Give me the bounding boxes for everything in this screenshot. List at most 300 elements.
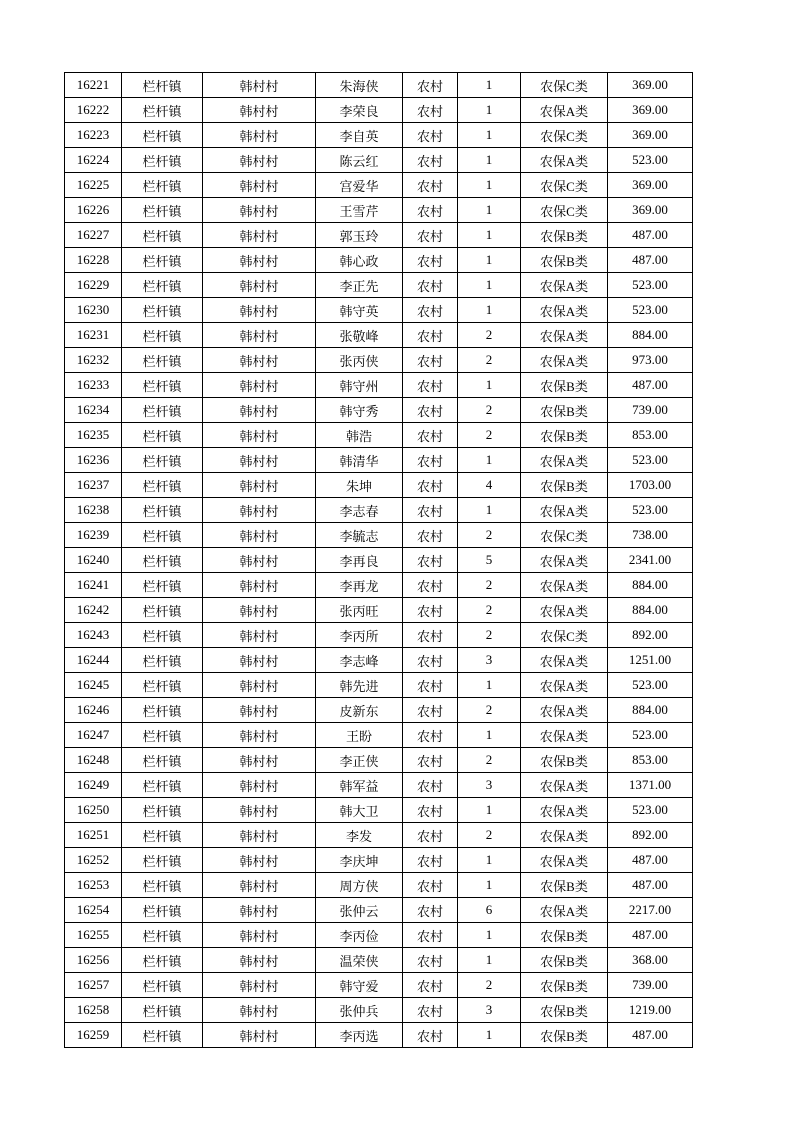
cell-name: 李丙俭: [316, 923, 403, 948]
table-row: [65, 648, 693, 673]
cell-town: 栏杆镇: [122, 723, 203, 748]
cell-count: 2: [458, 623, 521, 648]
cell-category: 农保A类: [521, 898, 608, 923]
cell-village: 韩村村: [203, 573, 316, 598]
cell-type: 农村: [403, 698, 458, 723]
cell-type: 农村: [403, 523, 458, 548]
cell-town: 栏杆镇: [122, 673, 203, 698]
table-row: [65, 748, 693, 773]
cell-id: 16223: [65, 123, 122, 148]
cell-type: 农村: [403, 1023, 458, 1048]
cell-category: 农保A类: [521, 848, 608, 873]
cell-type: 农村: [403, 373, 458, 398]
cell-name: 宫爱华: [316, 173, 403, 198]
cell-id: 16239: [65, 523, 122, 548]
cell-village: 韩村村: [203, 898, 316, 923]
cell-type: 农村: [403, 873, 458, 898]
cell-category: 农保A类: [521, 648, 608, 673]
cell-type: 农村: [403, 398, 458, 423]
cell-town: 栏杆镇: [122, 1023, 203, 1048]
cell-name: 李丙选: [316, 1023, 403, 1048]
cell-village: 韩村村: [203, 473, 316, 498]
cell-category: 农保A类: [521, 98, 608, 123]
cell-amount: 892.00: [608, 823, 693, 848]
cell-town: 栏杆镇: [122, 423, 203, 448]
cell-id: 16232: [65, 348, 122, 373]
cell-village: 韩村村: [203, 823, 316, 848]
cell-amount: 523.00: [608, 148, 693, 173]
table-row: [65, 398, 693, 423]
cell-count: 1: [458, 673, 521, 698]
cell-village: 韩村村: [203, 323, 316, 348]
cell-type: 农村: [403, 73, 458, 98]
cell-type: 农村: [403, 248, 458, 273]
cell-id: 16231: [65, 323, 122, 348]
table-row: [65, 223, 693, 248]
cell-type: 农村: [403, 348, 458, 373]
cell-count: 1: [458, 223, 521, 248]
cell-type: 农村: [403, 573, 458, 598]
cell-village: 韩村村: [203, 298, 316, 323]
cell-count: 3: [458, 648, 521, 673]
cell-town: 栏杆镇: [122, 823, 203, 848]
cell-name: 李荣良: [316, 98, 403, 123]
cell-amount: 369.00: [608, 98, 693, 123]
cell-count: 1: [458, 148, 521, 173]
cell-amount: 369.00: [608, 173, 693, 198]
cell-town: 栏杆镇: [122, 998, 203, 1023]
cell-amount: 487.00: [608, 873, 693, 898]
cell-town: 栏杆镇: [122, 973, 203, 998]
cell-village: 韩村村: [203, 923, 316, 948]
cell-amount: 487.00: [608, 848, 693, 873]
cell-town: 栏杆镇: [122, 98, 203, 123]
cell-name: 韩浩: [316, 423, 403, 448]
cell-category: 农保A类: [521, 548, 608, 573]
cell-type: 农村: [403, 448, 458, 473]
cell-category: 农保B类: [521, 1023, 608, 1048]
cell-count: 1: [458, 448, 521, 473]
cell-town: 栏杆镇: [122, 623, 203, 648]
cell-category: 农保A类: [521, 298, 608, 323]
cell-id: 16224: [65, 148, 122, 173]
table-row: [65, 348, 693, 373]
cell-category: 农保A类: [521, 598, 608, 623]
cell-town: 栏杆镇: [122, 348, 203, 373]
cell-name: 李志春: [316, 498, 403, 523]
cell-village: 韩村村: [203, 648, 316, 673]
cell-category: 农保A类: [521, 673, 608, 698]
cell-village: 韩村村: [203, 848, 316, 873]
cell-count: 2: [458, 348, 521, 373]
cell-name: 李志峰: [316, 648, 403, 673]
cell-amount: 487.00: [608, 923, 693, 948]
cell-amount: 523.00: [608, 673, 693, 698]
cell-name: 张仲云: [316, 898, 403, 923]
table-row: [65, 598, 693, 623]
cell-amount: 487.00: [608, 248, 693, 273]
cell-town: 栏杆镇: [122, 598, 203, 623]
cell-type: 农村: [403, 123, 458, 148]
cell-count: 2: [458, 698, 521, 723]
cell-village: 韩村村: [203, 148, 316, 173]
cell-count: 6: [458, 898, 521, 923]
cell-village: 韩村村: [203, 673, 316, 698]
cell-count: 1: [458, 123, 521, 148]
cell-count: 1: [458, 198, 521, 223]
cell-category: 农保C类: [521, 198, 608, 223]
table-row: [65, 473, 693, 498]
cell-id: 16241: [65, 573, 122, 598]
cell-id: 16248: [65, 748, 122, 773]
cell-village: 韩村村: [203, 348, 316, 373]
cell-name: 韩军益: [316, 773, 403, 798]
cell-type: 农村: [403, 323, 458, 348]
cell-town: 栏杆镇: [122, 473, 203, 498]
cell-category: 农保A类: [521, 348, 608, 373]
cell-amount: 487.00: [608, 1023, 693, 1048]
cell-type: 农村: [403, 648, 458, 673]
cell-count: 1: [458, 173, 521, 198]
cell-town: 栏杆镇: [122, 748, 203, 773]
cell-village: 韩村村: [203, 273, 316, 298]
cell-name: 李正侠: [316, 748, 403, 773]
cell-id: 16222: [65, 98, 122, 123]
cell-count: 2: [458, 573, 521, 598]
cell-category: 农保A类: [521, 323, 608, 348]
table-row: [65, 73, 693, 98]
cell-village: 韩村村: [203, 198, 316, 223]
cell-category: 农保B类: [521, 423, 608, 448]
cell-amount: 1703.00: [608, 473, 693, 498]
cell-amount: 523.00: [608, 273, 693, 298]
cell-village: 韩村村: [203, 723, 316, 748]
cell-type: 农村: [403, 623, 458, 648]
cell-count: 1: [458, 948, 521, 973]
cell-name: 朱海侠: [316, 73, 403, 98]
cell-name: 朱坤: [316, 473, 403, 498]
table-row: [65, 948, 693, 973]
cell-town: 栏杆镇: [122, 548, 203, 573]
table-row: [65, 548, 693, 573]
cell-name: 张丙旺: [316, 598, 403, 623]
cell-town: 栏杆镇: [122, 273, 203, 298]
cell-town: 栏杆镇: [122, 498, 203, 523]
cell-name: 李毓志: [316, 523, 403, 548]
cell-count: 2: [458, 748, 521, 773]
cell-id: 16254: [65, 898, 122, 923]
cell-count: 1: [458, 498, 521, 523]
cell-village: 韩村村: [203, 548, 316, 573]
table-row: [65, 298, 693, 323]
cell-village: 韩村村: [203, 98, 316, 123]
cell-type: 农村: [403, 498, 458, 523]
table-row: [65, 898, 693, 923]
table-row: [65, 173, 693, 198]
table-row: [65, 423, 693, 448]
cell-type: 农村: [403, 798, 458, 823]
cell-category: 农保C类: [521, 123, 608, 148]
cell-category: 农保B类: [521, 748, 608, 773]
cell-town: 栏杆镇: [122, 448, 203, 473]
cell-name: 温荣侠: [316, 948, 403, 973]
cell-amount: 884.00: [608, 573, 693, 598]
cell-village: 韩村村: [203, 423, 316, 448]
cell-amount: 884.00: [608, 323, 693, 348]
cell-name: 张敬峰: [316, 323, 403, 348]
cell-town: 栏杆镇: [122, 298, 203, 323]
table-row: [65, 198, 693, 223]
cell-village: 韩村村: [203, 698, 316, 723]
cell-name: 李正先: [316, 273, 403, 298]
cell-id: 16228: [65, 248, 122, 273]
table-row: [65, 873, 693, 898]
cell-category: 农保A类: [521, 498, 608, 523]
cell-name: 李发: [316, 823, 403, 848]
cell-town: 栏杆镇: [122, 123, 203, 148]
cell-count: 2: [458, 823, 521, 848]
cell-amount: 739.00: [608, 398, 693, 423]
cell-id: 16252: [65, 848, 122, 873]
cell-type: 农村: [403, 823, 458, 848]
table-row: [65, 373, 693, 398]
cell-town: 栏杆镇: [122, 698, 203, 723]
cell-village: 韩村村: [203, 248, 316, 273]
cell-village: 韩村村: [203, 998, 316, 1023]
cell-type: 农村: [403, 998, 458, 1023]
cell-type: 农村: [403, 298, 458, 323]
cell-amount: 523.00: [608, 498, 693, 523]
cell-category: 农保B类: [521, 998, 608, 1023]
cell-town: 栏杆镇: [122, 373, 203, 398]
cell-category: 农保B类: [521, 948, 608, 973]
cell-amount: 523.00: [608, 723, 693, 748]
cell-id: 16258: [65, 998, 122, 1023]
cell-category: 农保A类: [521, 773, 608, 798]
table-row: [65, 248, 693, 273]
cell-id: 16257: [65, 973, 122, 998]
cell-village: 韩村村: [203, 873, 316, 898]
table-row: [65, 523, 693, 548]
cell-village: 韩村村: [203, 773, 316, 798]
benefits-table: [64, 72, 693, 1048]
cell-amount: 368.00: [608, 948, 693, 973]
cell-name: 皮新东: [316, 698, 403, 723]
cell-category: 农保A类: [521, 573, 608, 598]
cell-town: 栏杆镇: [122, 223, 203, 248]
cell-town: 栏杆镇: [122, 648, 203, 673]
cell-type: 农村: [403, 223, 458, 248]
cell-village: 韩村村: [203, 223, 316, 248]
cell-name: 韩心政: [316, 248, 403, 273]
cell-id: 16236: [65, 448, 122, 473]
cell-id: 16259: [65, 1023, 122, 1048]
table-row: [65, 323, 693, 348]
cell-category: 农保B类: [521, 248, 608, 273]
cell-name: 王盼: [316, 723, 403, 748]
cell-name: 郭玉玲: [316, 223, 403, 248]
cell-village: 韩村村: [203, 948, 316, 973]
cell-town: 栏杆镇: [122, 773, 203, 798]
cell-type: 农村: [403, 898, 458, 923]
cell-id: 16237: [65, 473, 122, 498]
cell-id: 16256: [65, 948, 122, 973]
cell-type: 农村: [403, 848, 458, 873]
table-row: [65, 448, 693, 473]
cell-town: 栏杆镇: [122, 523, 203, 548]
table-row: [65, 723, 693, 748]
cell-village: 韩村村: [203, 498, 316, 523]
cell-amount: 369.00: [608, 123, 693, 148]
cell-id: 16238: [65, 498, 122, 523]
cell-count: 1: [458, 273, 521, 298]
cell-count: 2: [458, 398, 521, 423]
cell-town: 栏杆镇: [122, 248, 203, 273]
table-row: [65, 848, 693, 873]
table-row: [65, 148, 693, 173]
cell-town: 栏杆镇: [122, 73, 203, 98]
cell-amount: 853.00: [608, 423, 693, 448]
cell-type: 农村: [403, 923, 458, 948]
table-row: [65, 123, 693, 148]
cell-category: 农保A类: [521, 698, 608, 723]
table-row: [65, 923, 693, 948]
cell-village: 韩村村: [203, 398, 316, 423]
cell-id: 16244: [65, 648, 122, 673]
cell-category: 农保B类: [521, 873, 608, 898]
cell-category: 农保A类: [521, 723, 608, 748]
cell-type: 农村: [403, 598, 458, 623]
cell-amount: 1371.00: [608, 773, 693, 798]
cell-category: 农保A类: [521, 273, 608, 298]
cell-count: 1: [458, 98, 521, 123]
cell-village: 韩村村: [203, 373, 316, 398]
cell-town: 栏杆镇: [122, 948, 203, 973]
cell-village: 韩村村: [203, 73, 316, 98]
cell-amount: 487.00: [608, 373, 693, 398]
cell-name: 韩清华: [316, 448, 403, 473]
cell-count: 1: [458, 923, 521, 948]
cell-id: 16225: [65, 173, 122, 198]
cell-id: 16233: [65, 373, 122, 398]
cell-category: 农保C类: [521, 623, 608, 648]
cell-amount: 739.00: [608, 973, 693, 998]
cell-id: 16235: [65, 423, 122, 448]
cell-count: 1: [458, 73, 521, 98]
cell-name: 韩守秀: [316, 398, 403, 423]
cell-amount: 523.00: [608, 448, 693, 473]
cell-type: 农村: [403, 423, 458, 448]
cell-name: 王雪芹: [316, 198, 403, 223]
cell-category: 农保A类: [521, 823, 608, 848]
table-row: [65, 673, 693, 698]
cell-category: 农保B类: [521, 373, 608, 398]
cell-village: 韩村村: [203, 623, 316, 648]
cell-id: 16250: [65, 798, 122, 823]
cell-name: 李再良: [316, 548, 403, 573]
cell-amount: 884.00: [608, 598, 693, 623]
cell-count: 1: [458, 723, 521, 748]
cell-category: 农保C类: [521, 73, 608, 98]
cell-amount: 884.00: [608, 698, 693, 723]
table-row: [65, 273, 693, 298]
cell-id: 16230: [65, 298, 122, 323]
table-row: [65, 98, 693, 123]
cell-town: 栏杆镇: [122, 848, 203, 873]
table-row: [65, 773, 693, 798]
cell-name: 张仲兵: [316, 998, 403, 1023]
cell-count: 4: [458, 473, 521, 498]
cell-name: 周方侠: [316, 873, 403, 898]
table-row: [65, 798, 693, 823]
table-row: [65, 698, 693, 723]
cell-count: 5: [458, 548, 521, 573]
cell-village: 韩村村: [203, 523, 316, 548]
cell-count: 2: [458, 523, 521, 548]
cell-type: 农村: [403, 98, 458, 123]
cell-type: 农村: [403, 273, 458, 298]
table-row: [65, 623, 693, 648]
cell-type: 农村: [403, 173, 458, 198]
cell-village: 韩村村: [203, 748, 316, 773]
cell-count: 2: [458, 598, 521, 623]
cell-village: 韩村村: [203, 448, 316, 473]
cell-amount: 2217.00: [608, 898, 693, 923]
cell-category: 农保C类: [521, 523, 608, 548]
cell-id: 16229: [65, 273, 122, 298]
cell-type: 农村: [403, 148, 458, 173]
cell-name: 张丙侠: [316, 348, 403, 373]
cell-count: 2: [458, 973, 521, 998]
cell-town: 栏杆镇: [122, 323, 203, 348]
cell-id: 16240: [65, 548, 122, 573]
table-row: [65, 573, 693, 598]
table-row: [65, 823, 693, 848]
table-row: [65, 1023, 693, 1048]
cell-id: 16249: [65, 773, 122, 798]
cell-town: 栏杆镇: [122, 798, 203, 823]
cell-town: 栏杆镇: [122, 173, 203, 198]
cell-count: 2: [458, 423, 521, 448]
cell-category: 农保C类: [521, 173, 608, 198]
cell-id: 16247: [65, 723, 122, 748]
cell-amount: 369.00: [608, 73, 693, 98]
cell-amount: 973.00: [608, 348, 693, 373]
cell-name: 韩大卫: [316, 798, 403, 823]
cell-town: 栏杆镇: [122, 923, 203, 948]
cell-type: 农村: [403, 198, 458, 223]
cell-village: 韩村村: [203, 598, 316, 623]
cell-category: 农保A类: [521, 798, 608, 823]
cell-count: 1: [458, 848, 521, 873]
cell-name: 李自英: [316, 123, 403, 148]
cell-count: 1: [458, 1023, 521, 1048]
cell-amount: 738.00: [608, 523, 693, 548]
cell-id: 16253: [65, 873, 122, 898]
cell-village: 韩村村: [203, 798, 316, 823]
cell-count: 3: [458, 773, 521, 798]
cell-amount: 523.00: [608, 798, 693, 823]
cell-name: 李庆坤: [316, 848, 403, 873]
cell-category: 农保A类: [521, 448, 608, 473]
cell-town: 栏杆镇: [122, 198, 203, 223]
cell-count: 3: [458, 998, 521, 1023]
cell-category: 农保A类: [521, 148, 608, 173]
cell-id: 16246: [65, 698, 122, 723]
cell-town: 栏杆镇: [122, 898, 203, 923]
cell-town: 栏杆镇: [122, 398, 203, 423]
cell-category: 农保B类: [521, 398, 608, 423]
